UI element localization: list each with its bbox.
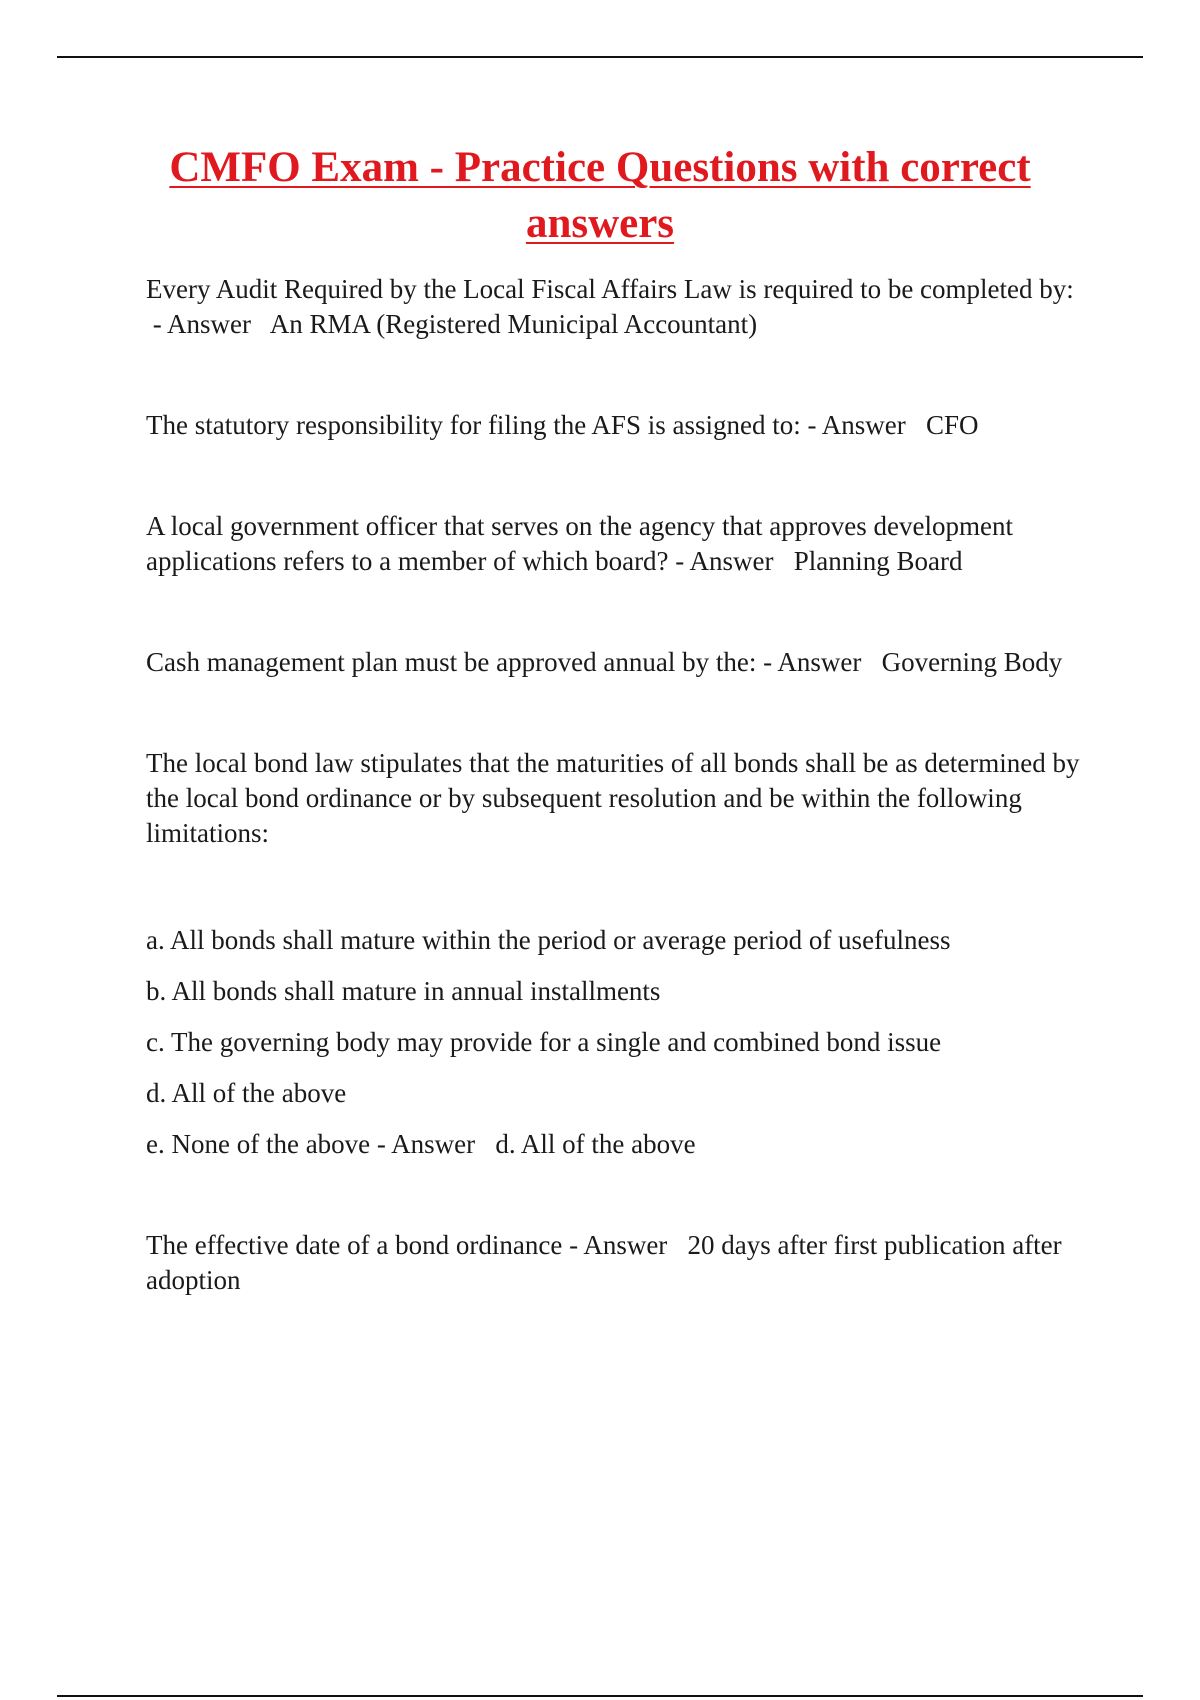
question-text: A local government officer that serves on the agency that approves development applications refers to a member of which board? — [146, 511, 1013, 576]
question-text: The statutory responsibility for filing the AFS is assigned to: — [146, 410, 801, 440]
bottom-divider — [57, 1695, 1143, 1697]
qa-item — [146, 645, 1096, 680]
document-body — [146, 272, 1096, 1298]
question-text: Cash management plan must be approved annual by the: — [146, 647, 757, 677]
option-e — [146, 1127, 1096, 1162]
answer-text: CFO — [925, 410, 979, 440]
answer-text: d. All of the above — [495, 1129, 696, 1159]
option-c: c. The governing body may provide for a single and combined bond issue — [146, 1027, 942, 1057]
question-text: The effective date of a bond ordinance — [146, 1230, 563, 1260]
top-divider — [57, 56, 1143, 58]
answer-separator: - Answer — [562, 1230, 688, 1260]
qa-item — [146, 509, 1096, 579]
qa-item — [146, 408, 1096, 443]
qa-item — [146, 272, 1096, 342]
answer-separator: - Answer — [800, 410, 926, 440]
page-title: CMFO Exam - Practice Questions with correct answers — [169, 144, 1031, 247]
answer-text: An RMA (Registered Municipal Accountant) — [269, 309, 758, 339]
option-b: b. All bonds shall mature in annual installments — [146, 976, 661, 1006]
option-e-text: e. None of the above — [146, 1129, 371, 1159]
answer-text: Governing Body — [881, 647, 1063, 677]
qa-item — [146, 1228, 1096, 1298]
answer-separator: - Answer — [668, 546, 794, 576]
option-a: a. All bonds shall mature within the period or average period of usefulness — [146, 925, 951, 955]
answer-separator: - Answer — [146, 309, 270, 339]
answer-separator: - Answer — [370, 1129, 496, 1159]
question-text: Every Audit Required by the Local Fiscal Affairs Law is required to be completed by: — [146, 274, 1074, 304]
answer-text: Planning Board — [793, 546, 963, 576]
multi-question-stem: The local bond law stipulates that the maturities of all bonds shall be as determined by the local bond ordinance or by subsequent resolution and be within the following limitations: — [146, 748, 1080, 848]
option-d: d. All of the above — [146, 1078, 347, 1108]
answer-text: 20 days after first publication after adoption — [146, 1230, 1062, 1295]
answer-separator: - Answer — [756, 647, 882, 677]
